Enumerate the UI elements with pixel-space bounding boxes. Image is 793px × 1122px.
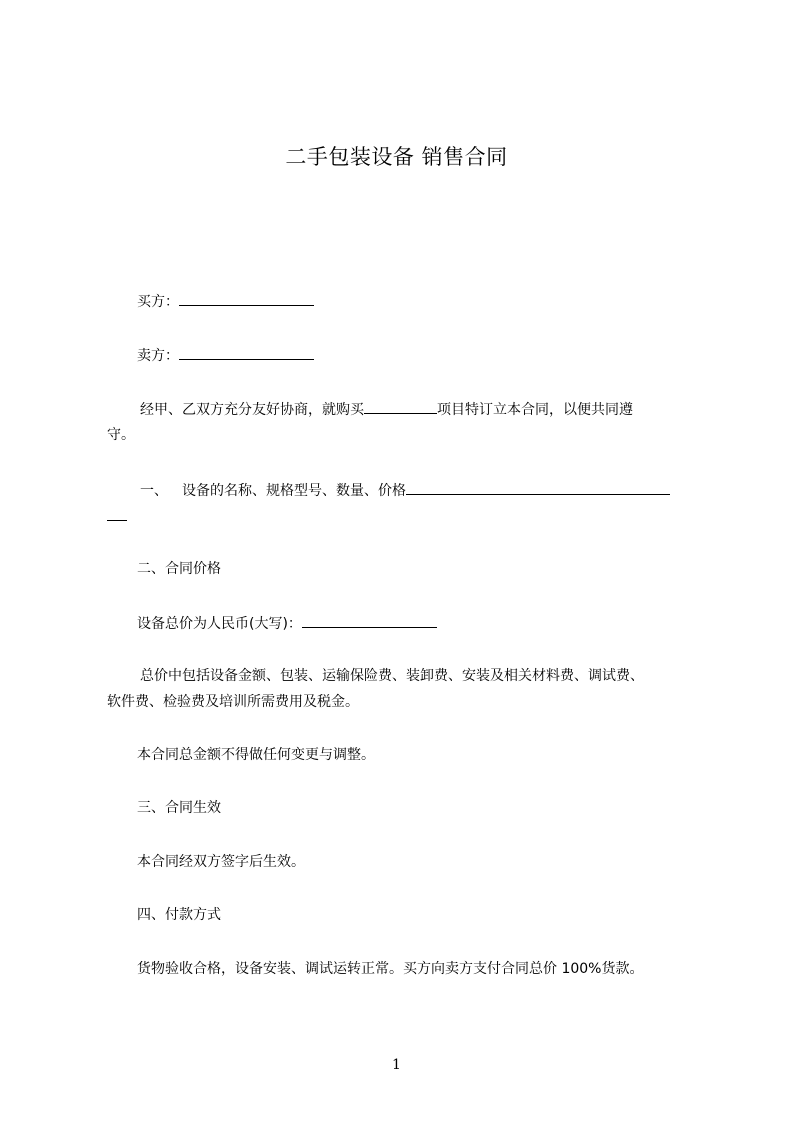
intro-text-part1: 经甲、乙双方充分友好协商，就购买 (140, 402, 364, 418)
equipment-blank-tail (107, 506, 127, 521)
equipment-blank (406, 480, 670, 495)
section-4-heading: 四、付款方式 (137, 907, 221, 923)
section-2-heading: 二、合同价格 (137, 561, 221, 577)
price-includes-line-1: 总价中包括设备金额、包装、运输保险费、装卸费、安装及相关材料费、调试费、 (140, 668, 644, 684)
price-label: 设备总价为人民币(大写)： (137, 616, 302, 632)
section-3-heading: 三、合同生效 (137, 800, 221, 816)
seller-blank (179, 345, 314, 360)
page-number: 1 (392, 1057, 401, 1073)
intro-text-part2: 项目特订立本合同，以便共同遵 (437, 402, 633, 418)
payment-text: 货物验收合格，设备安装、调试运转正常。买方向卖方支付合同总价 100%货款。 (137, 961, 644, 977)
equipment-blank-continuation (107, 506, 127, 527)
seller-label: 卖方： (137, 348, 179, 364)
buyer-label: 买方： (137, 294, 179, 310)
section-1-heading (140, 480, 670, 501)
seller-line (137, 345, 314, 366)
section-1-text: 设备的名称、规格型号、数量、价格 (182, 483, 406, 499)
price-blank (302, 613, 437, 628)
price-fixed-text: 本合同总金额不得做任何变更与调整。 (137, 747, 375, 763)
project-blank (364, 399, 437, 414)
buyer-line (137, 291, 314, 312)
document-title: 二手包装设备 销售合同 (285, 145, 508, 169)
price-includes-line-2: 软件费、检验费及培训所需费用及税金。 (107, 694, 359, 710)
buyer-blank (179, 291, 314, 306)
intro-continuation: 守。 (107, 427, 135, 443)
intro-line (140, 399, 633, 420)
effective-text: 本合同经双方签字后生效。 (137, 854, 305, 870)
section-1-number: 一、 (140, 483, 168, 499)
price-line (137, 613, 437, 634)
